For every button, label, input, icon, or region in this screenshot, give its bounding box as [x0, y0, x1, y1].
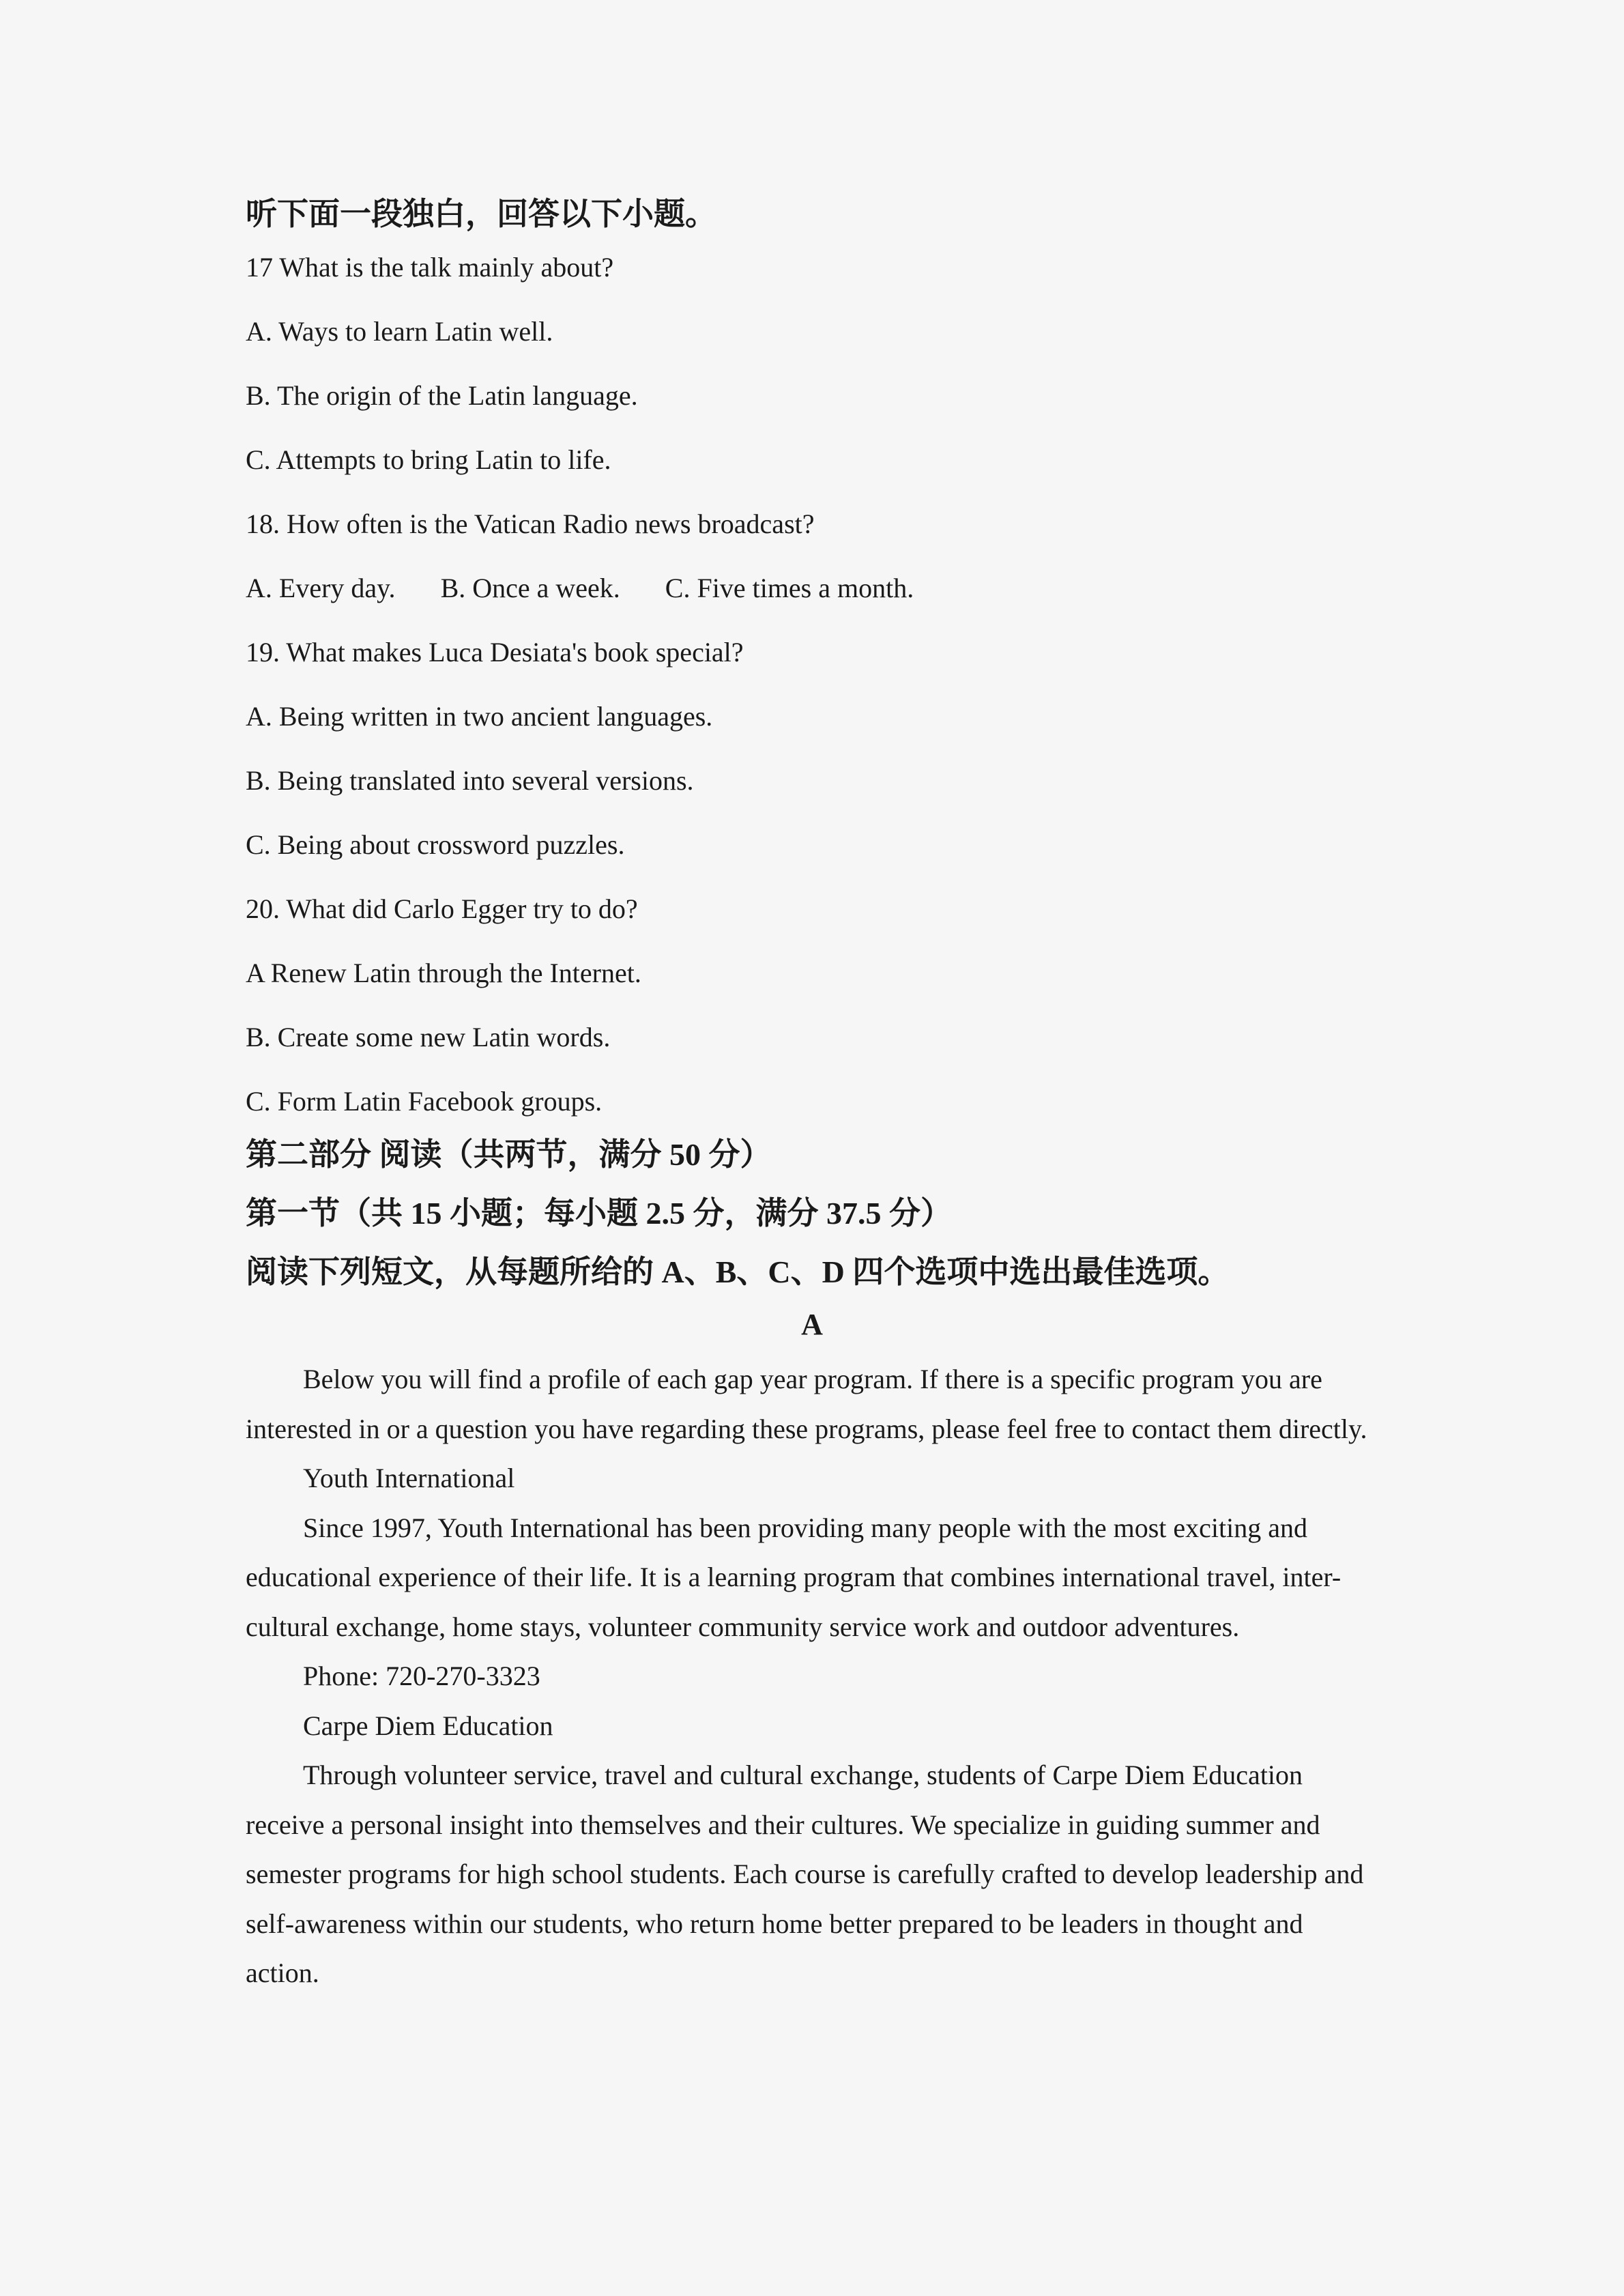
- question-20-option-b: B. Create some new Latin words.: [246, 1022, 611, 1052]
- reading-part-title: 第二部分 阅读（共两节，满分 50 分）: [246, 1137, 772, 1172]
- question-18-option-b: B. Once a week.: [440, 573, 620, 603]
- question-18-option-a: A. Every day.: [246, 573, 396, 603]
- program-2-description: Through volunteer service, travel and cultural exchange, students of Carpe Diem Education receive a personal insight into themselves and their cultures. We specialize in guiding summer and semester programs for high school students. Each course is carefully crafted to develop leadership and self-awareness within our students, who return home better prepared to be leaders in thought and action.: [246, 1760, 1364, 1988]
- program-1-name: Youth International: [303, 1463, 515, 1493]
- question-17-option-c: C. Attempts to bring Latin to life.: [246, 444, 611, 475]
- page-content: [246, 195, 1378, 1998]
- question-17-stem: 17 What is the talk mainly about?: [246, 252, 614, 283]
- question-18-option-c: C. Five times a month.: [665, 573, 914, 603]
- question-20-option-c: C. Form Latin Facebook groups.: [246, 1086, 603, 1117]
- program-1-description: Since 1997, Youth International has been providing many people with the most exciting and educational experience of their life. It is a learning program that combines international travel, inter-cultural exchange, home stays, volunteer community service work and outdoor adventures.: [246, 1512, 1342, 1642]
- question-19-option-c: C. Being about crossword puzzles.: [246, 829, 625, 860]
- question-20-option-a: A Renew Latin through the Internet.: [246, 958, 641, 988]
- program-2-name: Carpe Diem Education: [303, 1710, 553, 1741]
- listening-instruction: 听下面一段独白，回答以下小题。: [246, 197, 716, 231]
- question-20-stem: 20. What did Carlo Egger try to do?: [246, 893, 638, 924]
- question-18-options: [246, 570, 1378, 607]
- passage-intro: Below you will find a profile of each gap year program. If there is a specific program you are interested in or a question you have regarding these programs, please feel free to contact them directly.: [246, 1364, 1367, 1444]
- question-18-stem: 18. How often is the Vatican Radio news broadcast?: [246, 508, 815, 539]
- question-17-option-a: A. Ways to learn Latin well.: [246, 316, 553, 347]
- reading-section-title: 第一节（共 15 小题；每小题 2.5 分，满分 37.5 分）: [246, 1196, 952, 1231]
- question-17-option-b: B. The origin of the Latin language.: [246, 380, 638, 411]
- passage-label: A: [801, 1308, 823, 1341]
- program-1-phone: Phone: 720-270-3323: [303, 1661, 540, 1691]
- question-19-stem: 19. What makes Luca Desiata's book special?: [246, 637, 744, 668]
- question-19-option-a: A. Being written in two ancient languages.: [246, 701, 713, 732]
- reading-instruction: 阅读下列短文，从每题所给的 A、B、C、D 四个选项中选出最佳选项。: [246, 1254, 1230, 1289]
- question-19-option-b: B. Being translated into several versions.: [246, 765, 694, 796]
